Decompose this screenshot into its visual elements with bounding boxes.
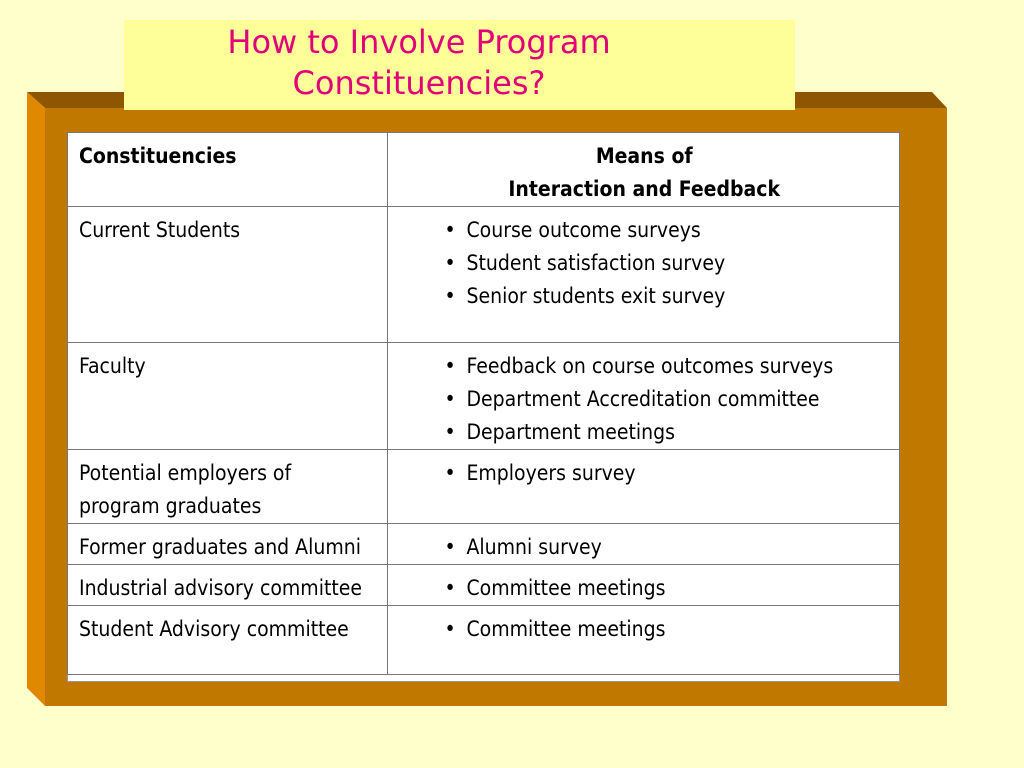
constituency-name: Student Advisory committee [79,617,349,641]
means-cell [388,207,900,343]
constituencies-table [67,132,900,675]
table-row [68,565,900,606]
table-row [68,450,900,524]
constituency-name-line-1: Potential employers of [79,461,292,485]
means-list [399,350,889,449]
means-list [399,214,889,313]
slide-title-line-1: How to Involve Program [227,23,611,61]
header-means-line-2: Interaction and Feedback [508,177,781,201]
means-item: • Senior students exit survey [436,280,889,313]
slide-title [124,22,714,104]
slide-title-line-2: Constituencies? [292,64,546,102]
constituency-name: Faculty [79,354,146,378]
means-item: • Committee meetings [436,572,889,605]
table-row [68,606,900,675]
table-header-row [68,133,900,207]
header-means-line-1: Means of [595,144,693,168]
header-constituencies: Constituencies [68,133,388,207]
constituency-name: Current Students [79,218,241,242]
means-item: • Alumni survey [436,531,889,564]
table-row [68,524,900,565]
constituency-cell [68,207,388,343]
means-list [399,531,889,564]
means-cell [388,565,900,606]
means-cell [388,606,900,675]
means-list [399,572,889,605]
constituency-cell [68,565,388,606]
constituency-name: Industrial advisory committee [79,576,363,600]
constituency-cell [68,524,388,565]
means-cell [388,524,900,565]
constituency-name-line-2: program graduates [79,494,262,518]
constituencies-table-panel [67,132,900,682]
constituency-cell [68,450,388,524]
constituency-cell [68,606,388,675]
means-list [399,457,889,490]
table-row [68,207,900,343]
frame-left-bevel [27,92,47,706]
means-item: • Course outcome surveys [436,214,889,247]
means-list [399,613,889,646]
means-cell [388,343,900,450]
means-item: • Committee meetings [436,613,889,646]
constituency-cell [68,343,388,450]
header-means [388,133,900,207]
constituency-name: Former graduates and Alumni [79,535,361,559]
means-item: • Department meetings [436,416,889,449]
table-row [68,343,900,450]
means-item: • Employers survey [436,457,889,490]
means-item: • Student satisfaction survey [436,247,889,280]
means-item: • Department Accreditation committee [436,383,889,416]
means-cell [388,450,900,524]
means-item: • Feedback on course outcomes surveys [436,350,889,383]
